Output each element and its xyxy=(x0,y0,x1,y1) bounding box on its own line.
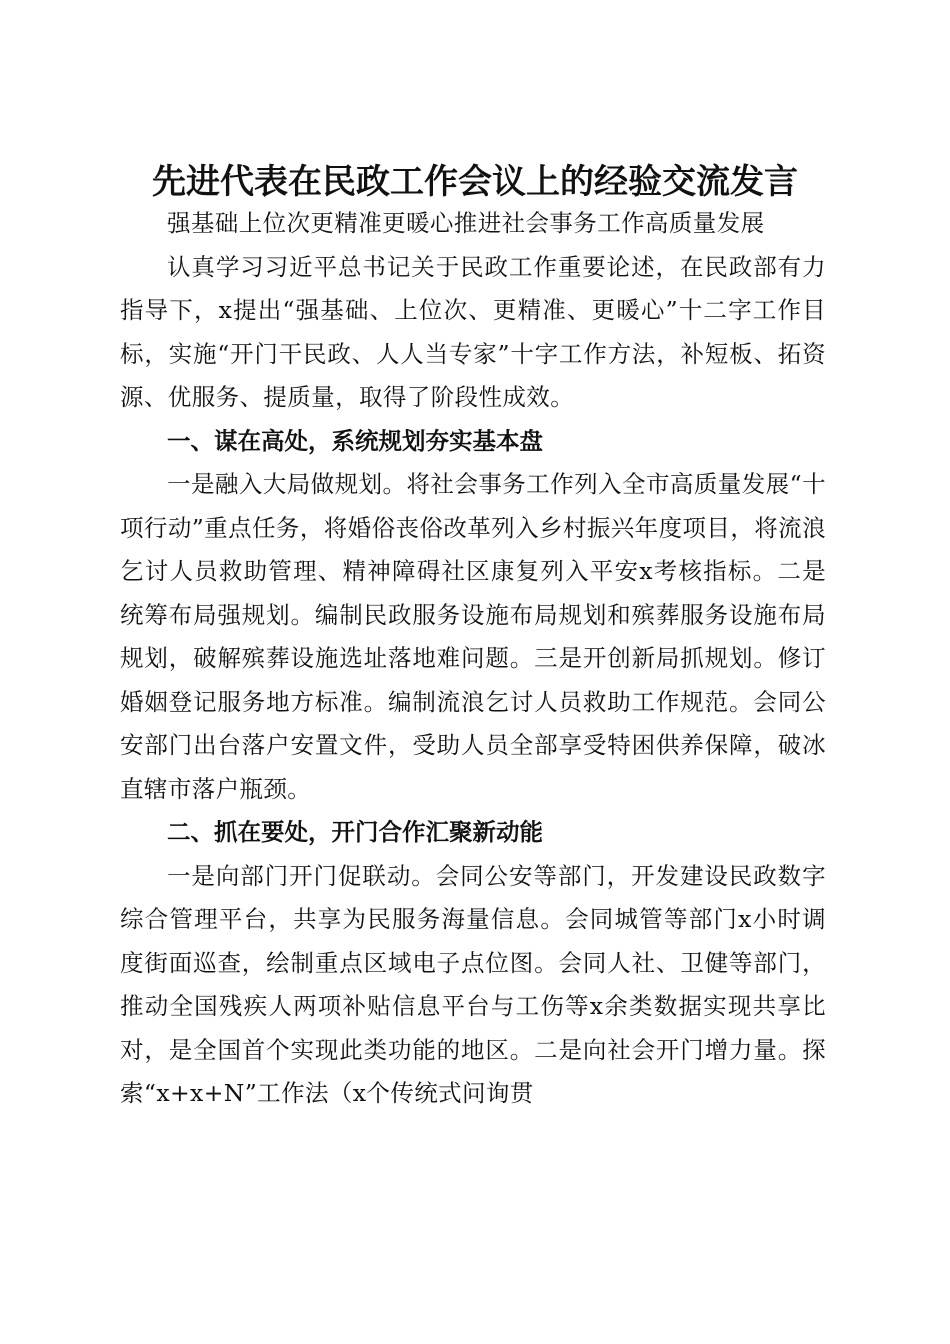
section-2-paragraph: 一是向部门开门促联动。会同公安等部门，开发建设民政数字综合管理平台，共享为民服务海量信息。会同城管等部门x小时调度街面巡查，绘制重点区域电子点位图。会同人社、卫健等部门，推动全国残疾人两项补贴信息平台与工伤等x余类数据实现共享比对，是全国首个实现此类功能的地区。二是向社会开门增力量。探索“x+x+N”工作法（x个传统式问询贯 xyxy=(120,861,826,1107)
section-1-heading: 一、谋在高处，系统规划夯实基本盘 xyxy=(167,426,543,455)
document-title: 先进代表在民政工作会议上的经验交流发言 xyxy=(152,161,798,202)
subtitle-paragraph: 强基础上位次更精准更暖心推进社会事务工作高质量发展 xyxy=(167,209,765,237)
section-1-paragraph: 一是融入大局做规划。将社会事务工作列入全市高质量发展“十项行动”重点任务，将婚俗丧俗改革列入乡村振兴年度项目，将流浪乞讨人员救助管理、精神障碍社区康复列入平安x考核指标。二是统筹布局强规划。编制民政服务设施布局规划和殡葬服务设施布局规划，破解殡葬设施选址落地难问题。三是开创新局抓规划。修订婚姻登记服务地方标准。编制流浪乞讨人员救助工作规范。会同公安部门出台落户安置文件，受助人员全部享受特困供养保障，破冰直辖市落户瓶颈。 xyxy=(120,470,826,803)
intro-paragraph: 认真学习习近平总书记关于民政工作重要论述，在民政部有力指导下，x提出“强基础、上位次、更精准、更暖心”十二字工作目标，实施“开门干民政、人人当专家”十字工作方法，补短板、拓资源、优服务、提质量，取得了阶段性成效。 xyxy=(120,252,826,411)
section-2-heading: 二、抓在要处，开门合作汇聚新动能 xyxy=(167,818,543,846)
document-body xyxy=(120,202,826,1116)
